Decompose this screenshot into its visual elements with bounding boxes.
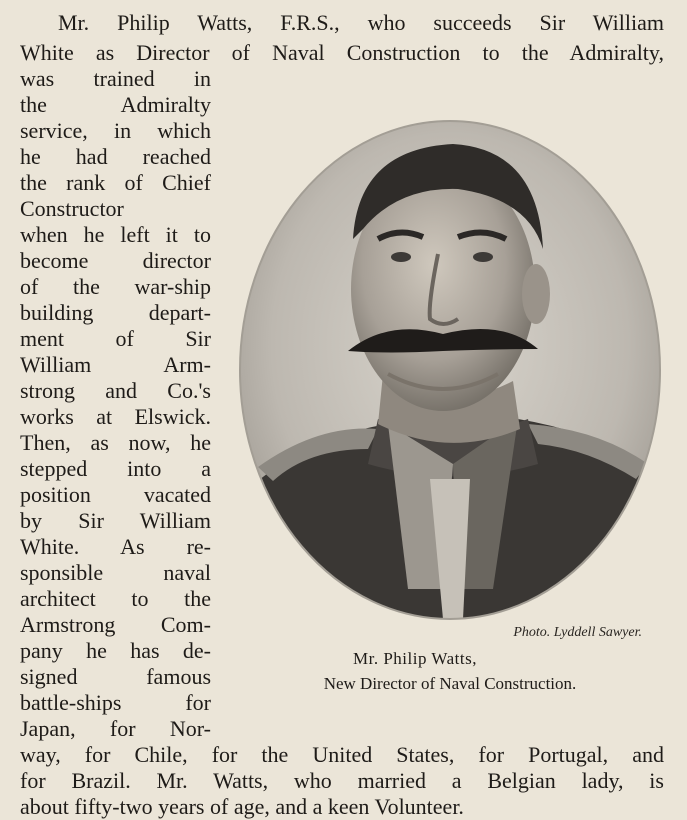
article-line: service, in which	[20, 118, 211, 143]
article-line: strong and Co.'s	[20, 378, 211, 403]
article-line: ment of Sir	[20, 326, 211, 351]
article-line: William Arm-	[20, 352, 211, 377]
article-line: become director	[20, 248, 211, 273]
article-line: way, for Chile, for the United States, for Portugal, and	[20, 742, 664, 767]
article-line: stepped into a	[20, 456, 211, 481]
article-line: Constructor	[20, 196, 124, 221]
article-line: Then, as now, he	[20, 430, 211, 455]
article-line: pany he has de-	[20, 638, 211, 663]
article-line: for Brazil. Mr. Watts, who married a Belgian lady, is	[20, 768, 664, 793]
article-line: architect to the	[20, 586, 211, 611]
article-line: Mr. Philip Watts, F.R.S., who succeeds Sir William	[58, 10, 664, 35]
article-line: when he left it to	[20, 222, 211, 247]
article-line: by Sir William	[20, 508, 211, 533]
photo-credit: Photo. Lyddell Sawyer.	[513, 625, 642, 640]
article-line: Armstrong Com-	[20, 612, 211, 637]
article-line: of the war-ship	[20, 274, 211, 299]
article-line: he had reached	[20, 144, 211, 169]
article-line: the rank of Chief	[20, 170, 211, 195]
article-line: White as Director of Naval Construction to the Admiralty,	[20, 40, 664, 65]
article-line: building depart-	[20, 300, 211, 325]
article-line: battle-ships for	[20, 690, 211, 715]
caption-name: Mr. Philip Watts,	[353, 649, 477, 668]
article-line: the Admiralty	[20, 92, 211, 117]
article-line: was trained in	[20, 66, 211, 91]
article-line: sponsible naval	[20, 560, 211, 585]
article-line: works at Elswick.	[20, 404, 211, 429]
article-line: position vacated	[20, 482, 211, 507]
article-line: White. As re-	[20, 534, 211, 559]
portrait-photo	[238, 119, 662, 621]
article-line: about fifty-two years of age, and a keen Volunteer.	[20, 794, 464, 819]
article-line: signed famous	[20, 664, 211, 689]
caption-title: New Director of Naval Construction.	[323, 674, 577, 693]
article-line: Japan, for Nor-	[20, 716, 211, 741]
